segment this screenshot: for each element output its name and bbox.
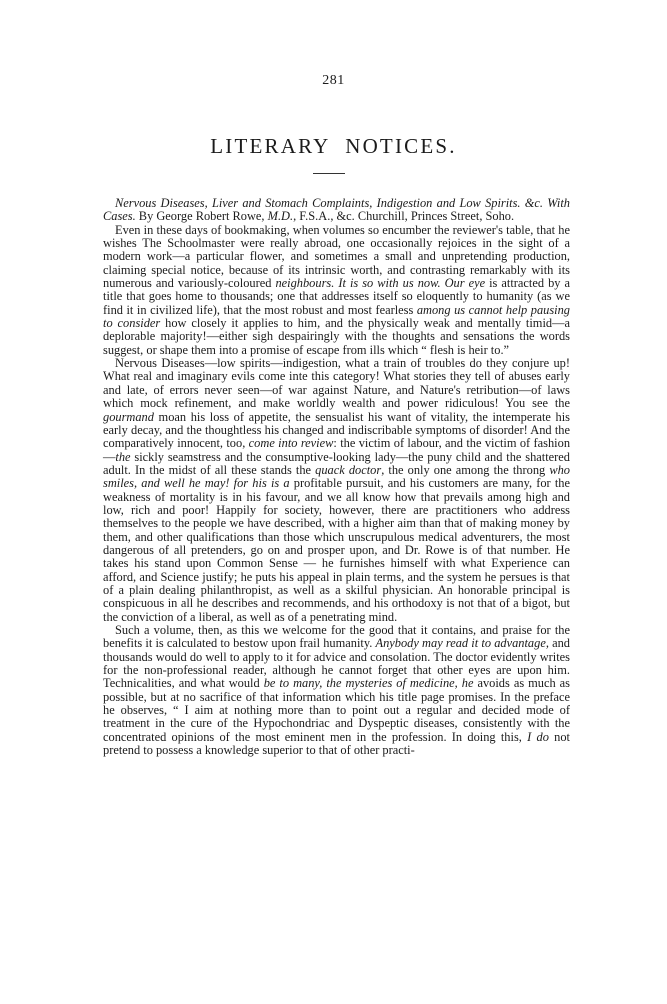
italic-text-segment: gourmand	[103, 409, 154, 424]
italic-text-segment: neighbours. It is so with us now. Our eye	[275, 276, 486, 291]
citation-author: By George Robert Rowe,	[135, 209, 268, 224]
citation-degree: M.D.	[267, 209, 294, 224]
text-segment: sickly seamstress and the consumptive-looking lady—the puny child and the shattered adult. In the midst of all these stands the	[103, 449, 570, 477]
text-segment: not pretend to possess a knowledge superior to that of other practi-	[103, 729, 570, 758]
book-citation	[103, 197, 570, 224]
italic-text-segment: the	[115, 449, 131, 464]
italic-text-segment: quack doctor	[315, 462, 382, 477]
text-segment: Even in these days of bookmaking, when volumes so encumber the reviewer's table, that he wishes The Schoolmaster were really abroad, one occasionally rejoices in the sight of a modern work—a particular flower, and sometimes a small and unpretending production, claiming special notice, because of its intrinsic worth, and contrasting remarkably with its numerous and variously-coloured	[103, 222, 570, 291]
page-number: 281	[322, 73, 345, 88]
italic-text-segment: I do	[527, 729, 549, 744]
italic-text-segment: Anybody may read it to advantage,	[375, 636, 549, 651]
text-segment: how closely it applies to him, and the physically weak and mentally timid—a deplorable majority!—either sigh despairingly with the thoughts and sensations the words suggest, or shape them into a promise of escape from ills which “ flesh is heir to.”	[103, 316, 570, 357]
review-body	[103, 197, 570, 757]
italic-text-segment: come into review	[248, 436, 334, 451]
text-segment: avoids as much as possible, but at no sacrifice of that information which his title page promises. In the preface he observes, “ I aim at nothing more than to point out a regular and decided mode of treatment in the cure of the Hypochondriac and Dyspeptic diseases, consistently with the concentrated opinions of the most eminent men in the profession. In doing this,	[103, 676, 571, 744]
paragraph	[103, 357, 570, 624]
paragraph	[103, 224, 570, 357]
italic-text-segment: be to many, the mysteries of medicine, he	[263, 676, 474, 691]
paragraph	[103, 624, 570, 757]
italic-text-segment: who smiles, and well he may! for his is a	[103, 462, 570, 491]
text-segment: , the only one among the throng	[381, 462, 550, 477]
section-heading: LITERARY NOTICES.	[210, 134, 457, 158]
text-segment: Such a volume, then, as this we welcome for the good that it contains, and praise for the benefits it is calculated to bestow upon frail humanity.	[103, 623, 570, 651]
italic-text-segment: among us cannot help pausing to consider	[103, 302, 571, 331]
text-segment: Nervous Diseases—low spirits—indigestion, what a train of troubles do they conjure up! What real and imaginary evils come inte this category! What stories they tell of abuses early and late, of errors never seen—of war against Nature, and Nature's retribution—of laws which mock refinement, and make worldly wealth and power ridiculous! You see the	[103, 356, 570, 411]
text-segment: : the victim of labour, and the victim of fashion—	[103, 436, 571, 464]
citation-title: Nervous Diseases, Liver and Stomach Complaints, Indigestion and Low Spirits. &c. With Cases.	[103, 196, 570, 224]
text-segment: is attracted by a title that goes home to thousands; one that addresses itself so eloquently to humanity (as we find it in civilized life), that the most robust and most fearless	[103, 276, 571, 317]
text-segment: profitable pursuit, and his customers are many, for the weakness of mortality is in his favour, and we all know how that prevails among high and low, rich and poor! Happily for society, however, there are practitioners who address themselves to the people we have described, with a higher aim than that of making money by them, and other qualifications than those which unscrupulous medical adventurers, the most dangerous of all pretenders, go on and prosper upon, and Dr. Rowe is of that number. He takes his stand upon Common Sense — he furnishes himself with what Experience can afford, and Science justify; he puts his appeal in plain terms, and the system he persues is that of a plain dealing philanthropist, as well as a skilful physician. An honorable principal is conspicuous in all he describes and recommends, and his orthodoxy is not that of a bigot, but the conviction of a liberal, as well as of a penetrating mind.	[103, 476, 571, 624]
text-segment: moan his loss of appetite, the sensualist his want of vitality, the intemperate his early decay, and the thoughtless his changed and indiscribable symptoms of disorder! And the comparatively innocent, too,	[103, 409, 570, 451]
heading-rule	[313, 173, 345, 174]
text-segment: and thousands would do well to apply to it for advice and consolation. The doctor evidently writes for the non-professional reader, although he cannot forget that other eyes are upon him. Technicalities, and what would	[103, 636, 570, 691]
citation-publisher: , F.S.A., &c. Churchill, Princes Street, Soho.	[293, 209, 515, 224]
